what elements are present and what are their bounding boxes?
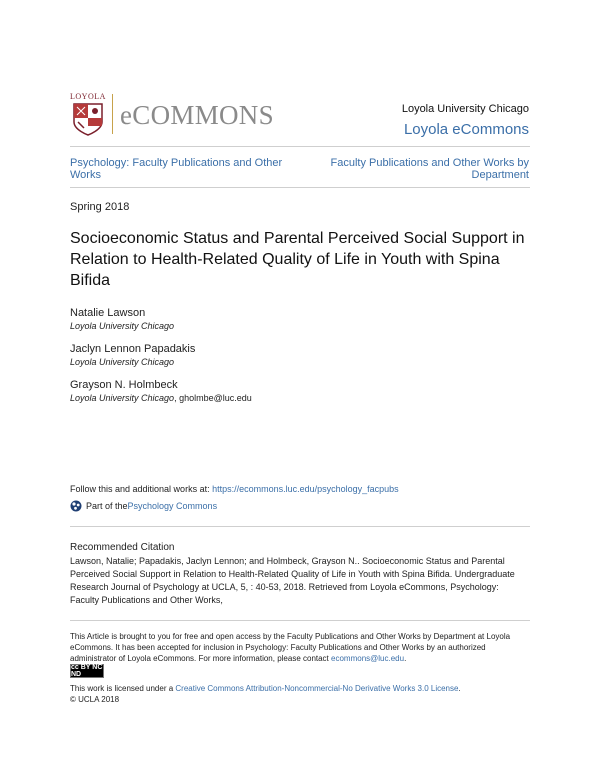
network-icon bbox=[70, 500, 82, 512]
department-link[interactable]: Faculty Publications and Other Works by Department bbox=[330, 157, 529, 181]
author-block bbox=[70, 343, 195, 367]
loyola-logo-text: LOYOLA bbox=[70, 92, 106, 101]
part-of-line: Part of the Psychology Commons bbox=[70, 500, 217, 512]
author-affiliation: Loyola University Chicago bbox=[70, 357, 175, 367]
author-name: Grayson N. Holmbeck bbox=[70, 379, 178, 391]
author-affiliation: Loyola University Chicago bbox=[70, 321, 175, 331]
author-affiliation: Loyola University Chicago, gholmbe@luc.edu bbox=[70, 393, 252, 403]
loyola-shield-icon bbox=[72, 102, 104, 136]
header-divider bbox=[70, 146, 530, 147]
follow-line: Follow this and additional works at: https://ecommons.luc.edu/psychology_facpubs bbox=[70, 484, 399, 494]
author-email: , gholmbe@luc.edu bbox=[174, 393, 252, 403]
copyright: © UCLA 2018 bbox=[70, 695, 120, 704]
cc-license-badge[interactable]: cc BY NC ND bbox=[71, 664, 103, 678]
psychology-commons-link[interactable]: Psychology Commons bbox=[127, 501, 218, 511]
repository-link[interactable]: Loyola eCommons bbox=[403, 121, 529, 138]
section-divider bbox=[70, 526, 530, 527]
logo-divider bbox=[112, 94, 113, 134]
publication-date: Spring 2018 bbox=[70, 201, 130, 213]
breadcrumb-divider bbox=[70, 187, 530, 188]
article-title: Socioeconomic Status and Parental Perceived Social Support in Relation to Health-Related Quality of Life in Youth with Spina Bifida bbox=[70, 230, 525, 289]
license-link[interactable]: Creative Commons Attribution-Noncommercial-No Derivative Works 3.0 License bbox=[175, 684, 459, 693]
author-name: Natalie Lawson bbox=[70, 307, 146, 319]
footer-divider bbox=[70, 620, 530, 621]
citation-text: Lawson, Natalie; Papadakis, Jaclyn Lennon; and Holmbeck, Grayson N.. Socioeconomic Status and Parental Perceived Social Support in Relation to Health-Related Quality of Life in Youth with Spina Bifida. Undergraduate Research Journal of Psychology at UCLA, 5, : 40-53, 2018. Retrieved from Loyola eCommons, Psychology: Faculty Publications and Other Works, bbox=[70, 556, 515, 605]
collection-url-link[interactable]: https://ecommons.luc.edu/psychology_facpubs bbox=[212, 484, 399, 494]
author-block bbox=[70, 379, 252, 403]
access-notice: This Article is brought to you for free and open access by the Faculty Publications and Other Works by Department at Loyola eCommons. It has been accepted for inclusion in Psychology: Faculty Publications and Other Works by an authorized administrator of Loyola eCommons. For more information, please contact ecommons@luc.edu. bbox=[70, 632, 511, 663]
institution-name: Loyola University Chicago bbox=[401, 103, 529, 115]
collection-link[interactable]: Psychology: Faculty Publications and Other Works bbox=[70, 157, 283, 181]
contact-email-link[interactable]: ecommons@luc.edu bbox=[331, 654, 405, 663]
license-notice: This work is licensed under a Creative Commons Attribution-Noncommercial-No Derivative Works 3.0 License. © UCLA 2018 bbox=[70, 683, 530, 705]
citation-heading: Recommended Citation bbox=[70, 542, 175, 553]
author-block bbox=[70, 307, 174, 331]
author-name: Jaclyn Lennon Papadakis bbox=[70, 343, 196, 355]
ecommons-logo[interactable]: eCOMMONS bbox=[120, 100, 274, 130]
